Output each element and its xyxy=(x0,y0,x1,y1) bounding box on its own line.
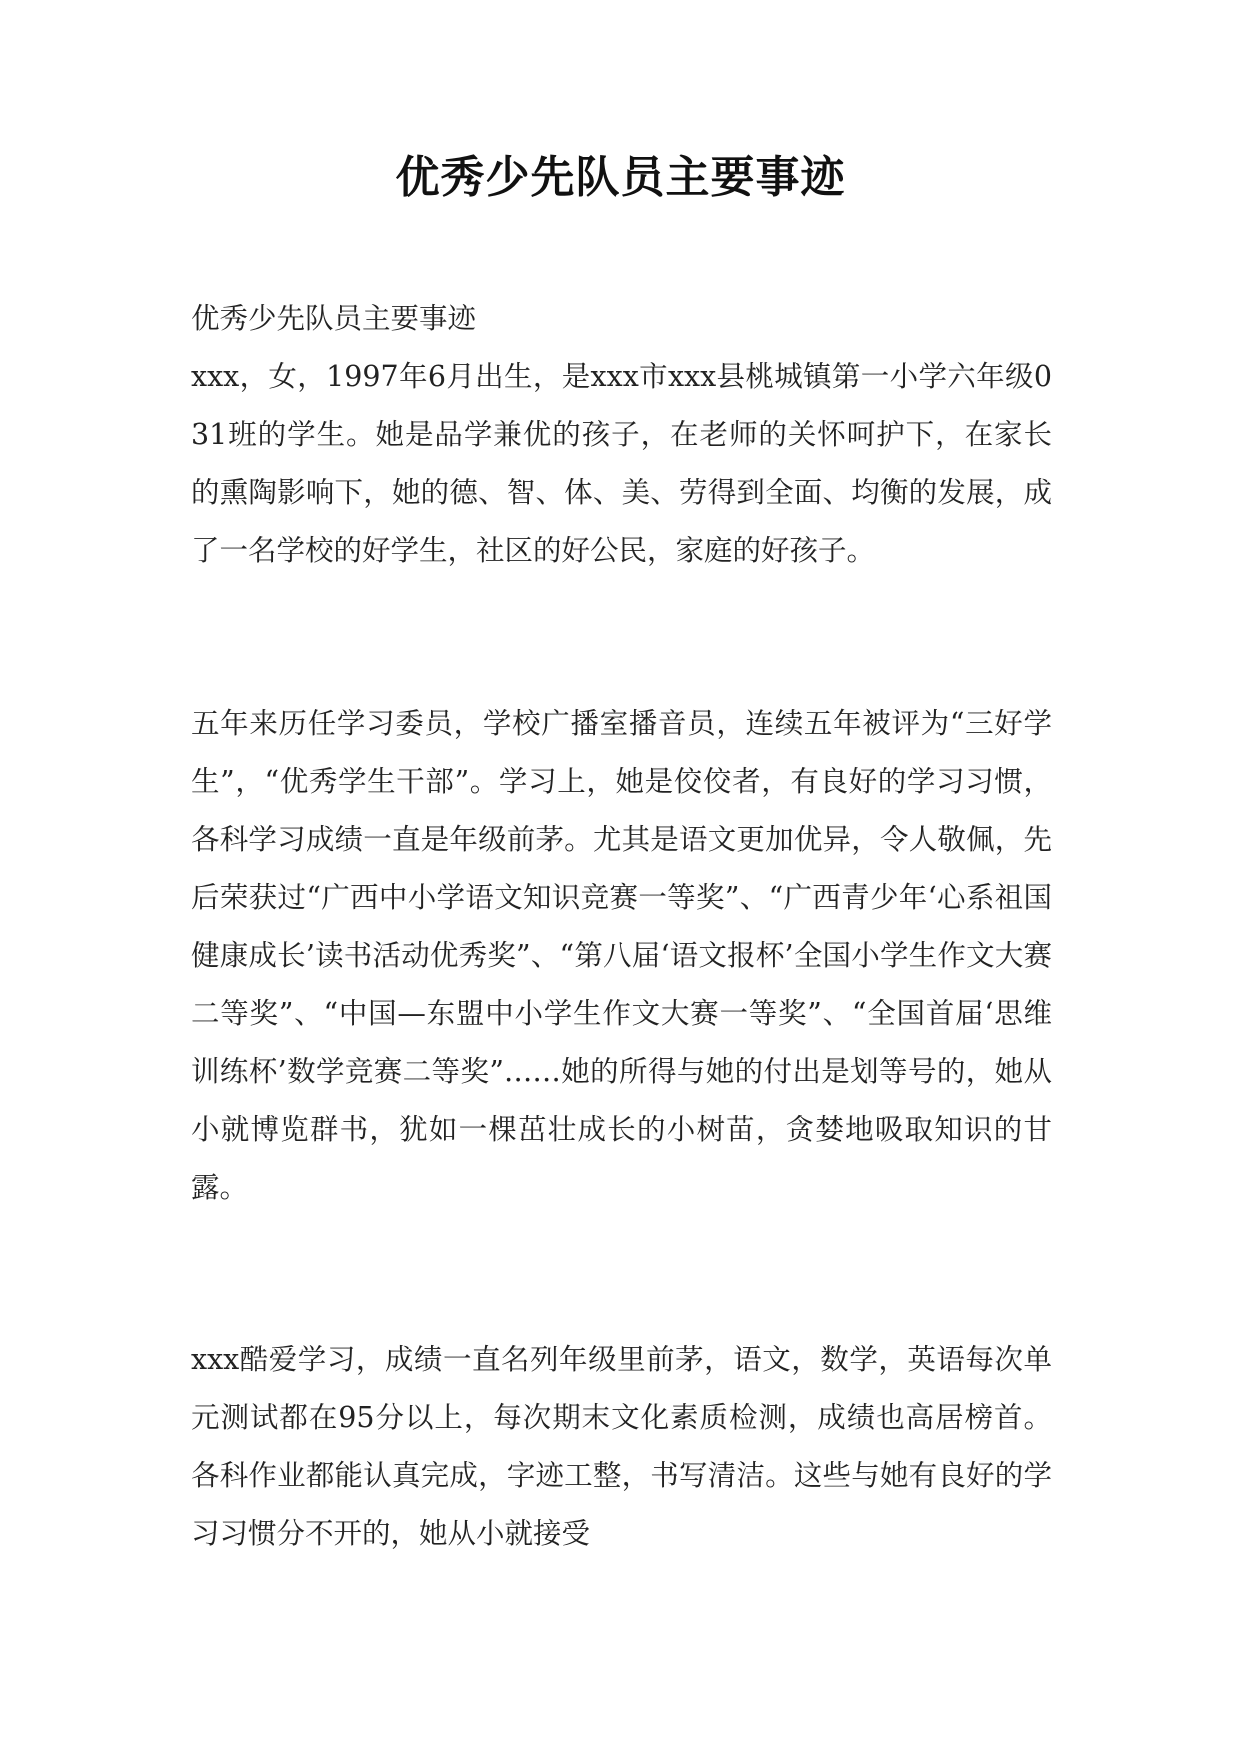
document-subtitle: 优秀少先队员主要事迹 xyxy=(191,302,477,335)
paragraph-3 xyxy=(191,1331,1052,1563)
paragraph-text: 五年来历任学习委员，学校广播室播音员，连续五年被评为“三好学生”，“优秀学生干部”。学习上，她是佼佼者，有良好的学习习惯，各科学习成绩一直是年级前茅。尤其是语文更加优异，令人敬佩，先后荣获过“广西中小学语文知识竞赛一等奖”、“广西青少年‘心系祖国 健康成长’读书活动优秀奖”、“第八届‘语文报杯’全国小学生作文大赛二等奖”、“中国—东盟中小学生作文大赛一等奖”、“全国首届‘思维训练杯’数学竞赛二等奖”……她的所得与她的付出是划等号的，她从小就博览群书，犹如一棵茁壮成长的小树苗，贪婪地吸取知识的甘露。 xyxy=(191,707,1052,1204)
paragraph-1 xyxy=(191,348,1052,580)
document-title: 优秀少先队员主要事迹 xyxy=(395,152,846,203)
paragraph-2 xyxy=(191,695,1052,1217)
paragraph-text: xxx酷爱学习，成绩一直名列年级里前茅，语文，数学，英语每次单元测试都在95分以上，每次期末文化素质检测，成绩也高居榜首。各科作业都能认真完成，字迹工整，书写清洁。这些与她有良好的学习习惯分不开的，她从小就接受 xyxy=(191,1343,1052,1550)
paragraph-text: xxx，女，1997年6月出生，是xxx市xxx县桃城镇第一小学六年级031班的学生。她是品学兼优的孩子，在老师的关怀呵护下，在家长的熏陶影响下，她的德、智、体、美、劳得到全面、均衡的发展，成了一名学校的好学生，社区的好公民，家庭的好孩子。 xyxy=(191,360,1052,567)
